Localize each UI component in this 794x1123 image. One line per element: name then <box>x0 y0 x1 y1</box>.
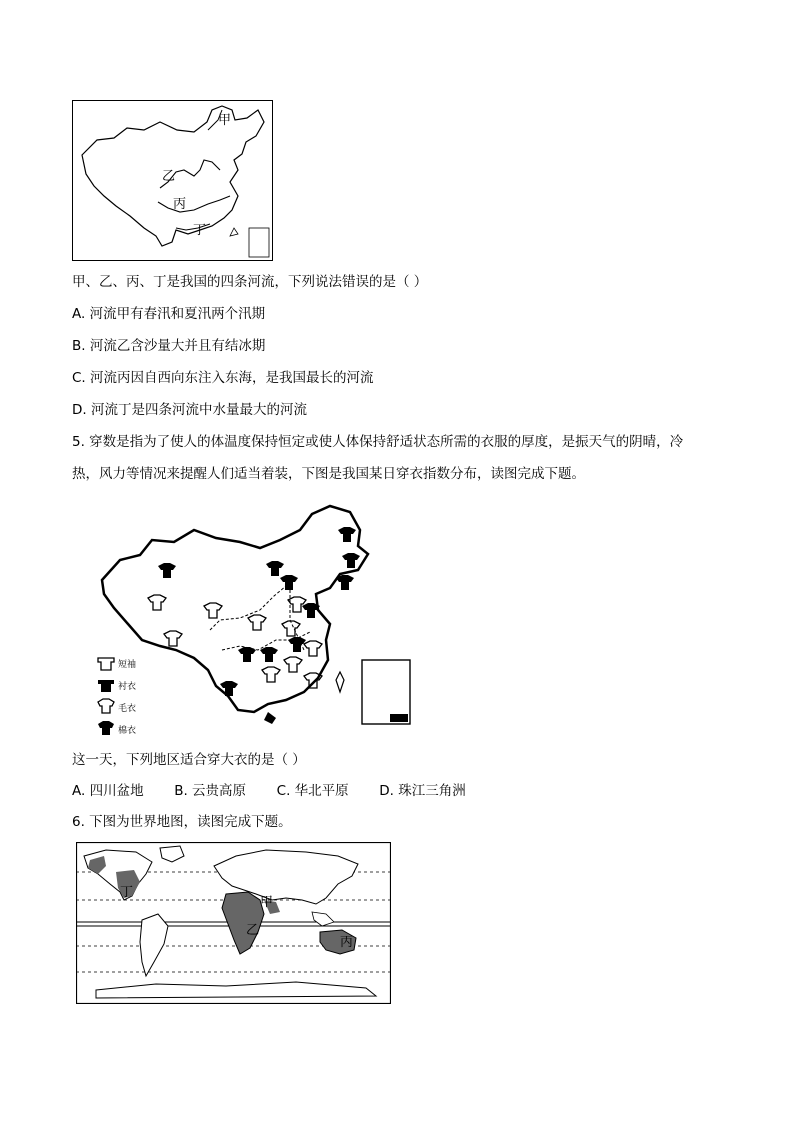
label-ding: 丁 <box>120 885 134 900</box>
heavy-coat-icon <box>158 527 360 696</box>
legend-sweater: 毛衣 <box>118 704 137 714</box>
short-sleeve-icon <box>98 658 114 670</box>
q5-stem: 这一天，下列地区适合穿大衣的是（ ） <box>72 752 306 768</box>
legend <box>98 658 136 736</box>
q5-intro-line1: 5. 穿数是指为了使人的体温度保持恒定或使人体保持舒适状态所需的衣服的厚度，是振天气的阴晴，冷 <box>72 434 684 450</box>
sweater-legend-icon <box>98 699 114 713</box>
china-rivers-map <box>72 100 273 261</box>
q5-option-b: B. 云贵高原 <box>174 783 247 799</box>
q5-option-d: D. 珠江三角洲 <box>379 783 466 799</box>
label-jia: 甲 <box>218 113 232 128</box>
label-ding: 丁 <box>193 223 207 238</box>
q5-intro-line2: 热，风力等情况来提醒人们适当着装，下图是我国某日穿衣指数分布，读图完成下题。 <box>72 466 585 482</box>
label-yi: 乙 <box>246 923 260 938</box>
china-dressing-index-map <box>90 500 420 740</box>
q4-option-c: C. 河流丙因自西向东注入东海，是我国最长的河流 <box>72 370 374 386</box>
q4-stem: 甲、乙、丙、丁是我国的四条河流，下列说法错误的是（ ） <box>72 274 428 290</box>
q5-option-a: A. 四川盆地 <box>72 783 144 799</box>
legend-shirt: 衬衣 <box>118 682 137 692</box>
label-jia: 甲 <box>260 895 274 910</box>
legend-coat: 棉衣 <box>118 726 137 736</box>
label-bing: 丙 <box>173 197 187 212</box>
q4-option-b: B. 河流乙含沙量大并且有结冰期 <box>72 338 266 354</box>
china-outline <box>102 506 368 712</box>
shirt-legend-icon <box>98 680 114 692</box>
q4-option-d: D. 河流丁是四条河流中水量最大的河流 <box>72 402 307 418</box>
south-china-sea-inset <box>249 228 269 257</box>
q4-option-a: A. 河流甲有春汛和夏汛两个汛期 <box>72 306 266 322</box>
q5-option-c: C. 华北平原 <box>276 783 349 799</box>
label-bing: 丙 <box>340 935 354 950</box>
world-map <box>76 842 391 1004</box>
coat-legend-icon <box>98 721 114 735</box>
label-yi: 乙 <box>162 169 176 184</box>
q6-intro: 6. 下图为世界地图，读图完成下题。 <box>72 814 292 830</box>
legend-short-sleeve: 短袖 <box>118 660 137 670</box>
q5-options <box>72 781 466 801</box>
